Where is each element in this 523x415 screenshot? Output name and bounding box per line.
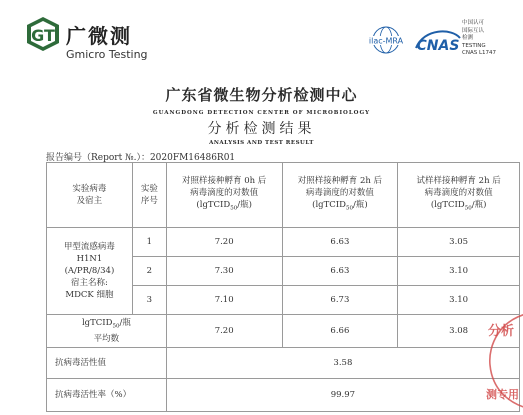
value-cell: 3.05 bbox=[398, 228, 520, 257]
value-cell: 7.30 bbox=[166, 257, 282, 286]
header-control-0h: 对照样接种孵育 0h 后 病毒滴度的对数值 (lgTCID$_{50}$/瓶) bbox=[166, 163, 282, 228]
value-cell: 6.63 bbox=[282, 257, 398, 286]
cnas-line: 国际互认 bbox=[462, 27, 485, 34]
header-virus-host: 实验病毒 及宿主 bbox=[47, 163, 133, 228]
table-header-row bbox=[47, 163, 520, 228]
rate-row bbox=[47, 379, 520, 412]
value-cell: 6.63 bbox=[282, 228, 398, 257]
brand-name-en: Gmicro Testing bbox=[66, 48, 148, 61]
ilac-label: ilac-MRA bbox=[368, 36, 404, 46]
cnas-line: 检测 bbox=[462, 35, 474, 41]
center-title-cn: 广东省微生物分析检测中心 bbox=[165, 86, 358, 104]
activity-value: 3.58 bbox=[166, 348, 519, 379]
brand-name-cn: 广微测 bbox=[66, 24, 132, 48]
cnas-line: TESTING bbox=[462, 42, 486, 49]
value-cell: 6.73 bbox=[282, 286, 398, 315]
seq-cell: 1 bbox=[132, 228, 166, 257]
average-row bbox=[47, 315, 520, 348]
gmicro-logo-icon bbox=[26, 16, 60, 52]
value-cell: 3.10 bbox=[398, 257, 520, 286]
svg-text:GT: GT bbox=[31, 26, 55, 45]
cnas-label: CNAS bbox=[416, 38, 460, 54]
average-2h-control: 6.66 bbox=[282, 315, 398, 348]
average-0h: 7.20 bbox=[166, 315, 282, 348]
cnas-logo-icon bbox=[412, 26, 464, 58]
seq-cell: 3 bbox=[132, 286, 166, 315]
activity-label: 抗病毒活性值 bbox=[47, 348, 167, 379]
cnas-accreditation-text bbox=[462, 20, 496, 58]
activity-row bbox=[47, 348, 520, 379]
results-table bbox=[46, 162, 520, 412]
stamp-text-top: 分析 bbox=[488, 324, 515, 339]
header-seq: 实验 序号 bbox=[132, 163, 166, 228]
result-title-en: ANALYSIS AND TEST RESULT bbox=[209, 140, 314, 146]
table-row bbox=[47, 228, 520, 257]
value-cell: 7.20 bbox=[166, 228, 282, 257]
value-cell: 3.10 bbox=[398, 286, 520, 315]
cnas-line: 中国认可 bbox=[462, 20, 485, 26]
rate-value: 99.97 bbox=[166, 379, 519, 412]
ilac-mra-logo-icon bbox=[360, 24, 412, 60]
rate-label: 抗病毒活性率（%） bbox=[47, 379, 167, 412]
average-label: lgTCID$_{50}$/瓶 平均数 bbox=[47, 315, 167, 348]
stamp-text-bottom: 测专用 bbox=[486, 388, 519, 401]
seq-cell: 2 bbox=[132, 257, 166, 286]
value-cell: 7.10 bbox=[166, 286, 282, 315]
average-2h-test: 3.08 bbox=[398, 315, 520, 348]
virus-host-cell: 甲型流感病毒 H1N1 (A/PR/8/34) 宿主名称: MDCK 细胞 bbox=[47, 228, 133, 315]
result-title-cn: 分析检测结果 bbox=[207, 121, 316, 137]
header-test-2h: 试样样接种孵育 2h 后 病毒滴度的对数值 (lgTCID$_{50}$/瓶) bbox=[398, 163, 520, 228]
cnas-line: CNAS L1747 bbox=[462, 50, 497, 56]
report-number: 报告编号（Report №.）：2020FM16486R01 bbox=[46, 153, 236, 163]
header-control-2h: 对照样接种孵育 2h 后 病毒滴度的对数值 (lgTCID$_{50}$/瓶) bbox=[282, 163, 398, 228]
center-title-en: GUANGDONG DETECTION CENTER OF MICROBIOLOGY bbox=[152, 110, 371, 116]
